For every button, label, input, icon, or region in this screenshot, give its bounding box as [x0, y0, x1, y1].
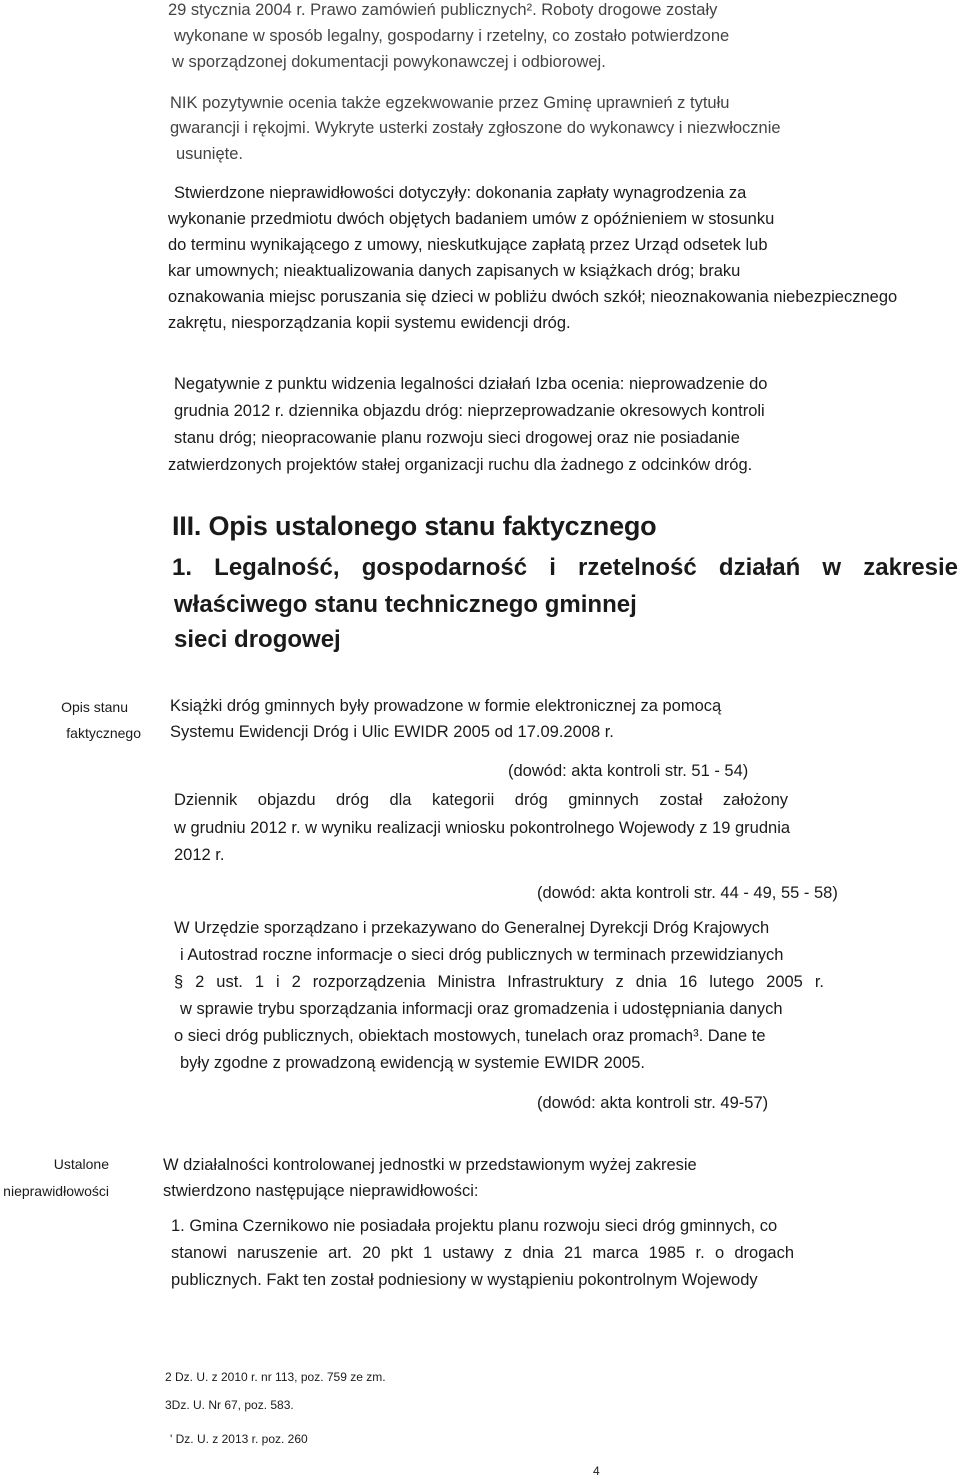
text-line: w sprawie trybu sporządzania informacji oraz gromadzenia i udostępniania danych [180, 1000, 783, 1018]
text-line: zakrętu, niesporządzania kopii systemu ewidencji dróg. [168, 314, 571, 332]
text-line: stwierdzono następujące nieprawidłowości: [163, 1182, 479, 1200]
footnote: ' Dz. U. z 2013 r. poz. 260 [170, 1432, 308, 1446]
text-line: W działalności kontrolowanej jednostki w przedstawionym wyżej zakresie [163, 1156, 697, 1174]
list-item: 1. Gmina Czernikowo nie posiadała projektu planu rozwoju sieci dróg gminnych, co [171, 1217, 778, 1235]
text-line: Stwierdzone nieprawidłowości dotyczyły: dokonania zapłaty wynagrodzenia za [174, 184, 747, 202]
subsection-heading: sieci drogowej [174, 626, 341, 653]
text-line: Negatywnie z punktu widzenia legalności działań Izba ocenia: nieprowadzenie do [174, 375, 768, 393]
evidence-note: (dowód: akta kontroli str. 49-57) [537, 1094, 769, 1112]
text-line: wykonanie przedmiotu dwóch objętych badaniem umów z opóźnieniem w stosunku [168, 210, 775, 228]
text-line: stanu dróg; nieopracowanie planu rozwoju sieci drogowej oraz nie posiadanie [174, 429, 740, 447]
evidence-note: (dowód: akta kontroli str. 51 - 54) [508, 762, 749, 780]
text-line: 2012 r. [174, 846, 225, 864]
text-line: w sporządzonej dokumentacji powykonawczej i odbiorowej. [172, 53, 606, 71]
margin-note: Ustalone [53, 1156, 109, 1172]
page-number: 4 [593, 1464, 600, 1478]
text-line: 29 stycznia 2004 r. Prawo zamówień publicznych². Roboty drogowe zostały [168, 1, 718, 19]
text-line: W Urzędzie sporządzano i przekazywano do Generalnej Dyrekcji Dróg Krajowych [174, 919, 770, 937]
text-line: wykonane w sposób legalny, gospodarny i rzetelny, co zostało potwierdzone [174, 27, 730, 45]
text-line: Książki dróg gminnych były prowadzone w formie elektronicznej za pomocą [170, 697, 722, 715]
list-item: stanowi naruszenie art. 20 pkt 1 ustawy z dnia 21 marca 1985 r. o drogach [171, 1244, 794, 1262]
section-heading: III. Opis ustalonego stanu faktycznego [172, 511, 657, 541]
footnote: 2 Dz. U. z 2010 r. nr 113, poz. 759 ze zm. [165, 1370, 386, 1384]
text-line: kar umownych; nieaktualizowania danych zapisanych w książkach dróg; braku [168, 262, 741, 280]
text-line: i Autostrad roczne informacje o sieci dróg publicznych w terminach przewidzianych [180, 946, 784, 964]
text-line: § 2 ust. 1 i 2 rozporządzenia Ministra Infrastruktury z dnia 16 lutego 2005 r. [174, 973, 824, 991]
text-line: były zgodne z prowadzoną ewidencją w systemie EWIDR 2005. [180, 1054, 645, 1072]
evidence-note: (dowód: akta kontroli str. 44 - 49, 55 - 58) [537, 884, 838, 902]
text-line: w grudniu 2012 r. w wyniku realizacji wniosku pokontrolnego Wojewody z 19 grudnia [174, 819, 791, 837]
subsection-heading: 1. Legalność, gospodarność i rzetelność działań w zakresie [172, 554, 958, 581]
margin-note: nieprawidłowości [3, 1183, 109, 1199]
text-line: usunięte. [176, 145, 243, 163]
footnote: 3Dz. U. Nr 67, poz. 583. [165, 1398, 294, 1412]
text-line: grudnia 2012 r. dziennika objazdu dróg: nieprzeprowadzanie okresowych kontroli [174, 402, 765, 420]
list-item: publicznych. Fakt ten został podniesiony w wystąpieniu pokontrolnym Wojewody [171, 1271, 758, 1289]
margin-note: faktycznego [66, 725, 141, 741]
text-line: o sieci dróg publicznych, obiektach mostowych, tunelach oraz promach³. Dane te [174, 1027, 766, 1045]
text-line: Dziennik objazdu dróg dla kategorii dróg gminnych został założony [174, 791, 788, 809]
text-line: Systemu Ewidencji Dróg i Ulic EWIDR 2005 od 17.09.2008 r. [170, 723, 614, 741]
text-line: gwarancji i rękojmi. Wykryte usterki zostały zgłoszone do wykonawcy i niezwłocznie [170, 119, 781, 137]
text-line: zatwierdzonych projektów stałej organizacji ruchu dla żadnego z odcinków dróg. [168, 456, 753, 474]
text-line: oznakowania miejsc poruszania się dzieci w pobliżu dwóch szkół; nieoznakowania niebezpiecznego [168, 288, 898, 306]
text-line: NIK pozytywnie ocenia także egzekwowanie przez Gminę uprawnień z tytułu [170, 94, 730, 112]
subsection-heading: właściwego stanu technicznego gminnej [174, 591, 637, 618]
text-line: do terminu wynikającego z umowy, nieskutkujące zapłatą przez Urząd odsetek lub [168, 236, 768, 254]
margin-note: Opis stanu [61, 699, 128, 715]
